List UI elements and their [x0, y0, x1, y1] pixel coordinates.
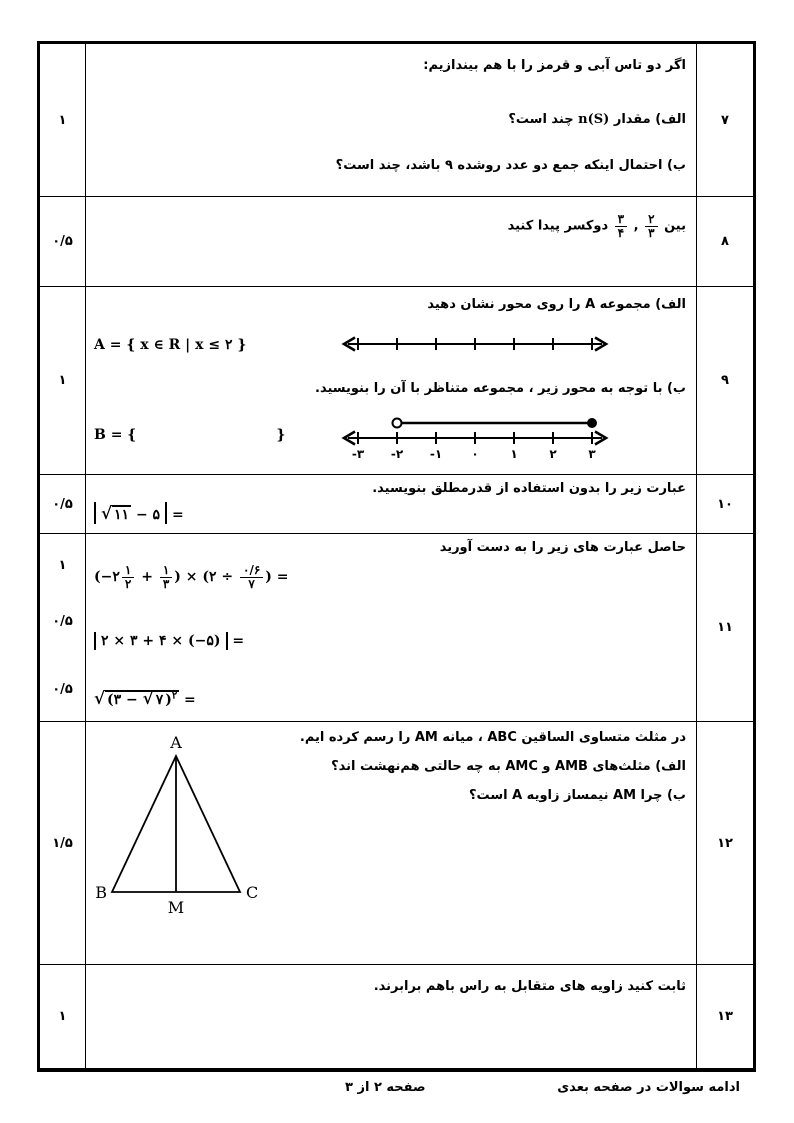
q12-number: ۱۲ [697, 722, 753, 965]
q11-score-2: ۰/۵ [52, 614, 73, 629]
fraction: $\frac{۰/۶}{۷}$ [240, 564, 263, 590]
q11-score-1: ۱ [58, 558, 67, 573]
vertex-label-b: B [96, 883, 107, 902]
q11-number: ۱۱ [697, 534, 753, 722]
questions-table [37, 41, 756, 1072]
q9-line-a: الف) مجموعه A را روی محور نشان دهید [427, 297, 686, 312]
q11-header: حاصل عبارت های زیر را به دست آورید [439, 540, 686, 555]
q11-scores [40, 534, 85, 722]
fraction: $\frac{۱}{۲}$ [122, 564, 134, 590]
vertex-label-c: C [246, 883, 259, 902]
q7-number: ۷ [697, 44, 753, 197]
q7-line2 [508, 112, 686, 128]
q13-score: ۱ [58, 1009, 67, 1024]
axis-tick-labels [340, 447, 610, 463]
tick-label: ۰ [471, 447, 479, 461]
q12-line1: در مثلث متساوی الساقین ABC ، میانه AM را رسم کرده ایم. [299, 730, 686, 745]
radicand: (۳ − √ ۷ )$^۲$ [107, 688, 178, 708]
q11-formula-3: √ (۳ − √ ۷ )$^۲$ = [94, 688, 196, 708]
q8-comma: , [633, 218, 639, 234]
q8-score: ۰/۵ [40, 197, 85, 287]
absolute-value-expression: ۲ × ۳ + ۴ × (−۵) [94, 632, 228, 650]
q10-formula: √ ۱۱ − ۵ = [94, 502, 184, 524]
open-endpoint-icon [393, 419, 402, 428]
tick-label: -۳ [351, 447, 365, 461]
closed-endpoint-icon [588, 419, 597, 428]
tick-label: -۲ [390, 447, 404, 461]
footer-page-info: صفحه ۲ از ۳ [345, 1080, 426, 1095]
q8-body [85, 197, 697, 287]
q12-score: ۱/۵ [40, 722, 85, 965]
isosceles-triangle-figure [96, 734, 266, 923]
q11-body [85, 534, 697, 722]
q8-line [508, 213, 686, 239]
q7-line3: ب) احتمال اینکه جمع دو عدد روشده ۹ باشد، چند است؟ [335, 158, 686, 173]
q8-fraction-1: $\frac{۲}{۳}$ [645, 213, 657, 239]
footer-continue-note: ادامه سوالات در صفحه بعدی [557, 1080, 740, 1095]
tick-label: ۳ [588, 447, 596, 461]
radical-sign: √ [94, 688, 106, 708]
q8-fraction-2: $\frac{۳}{۴}$ [615, 213, 627, 239]
q13-body [85, 965, 697, 1068]
q7-ns-formula: n(S) [578, 112, 610, 127]
q7-line2-prefix: الف) مقدار [613, 112, 686, 127]
number-line-a [340, 335, 610, 357]
q9-set-a-formula: A = { x ∈ R | x ≤ ۲ } [94, 337, 247, 353]
q8-number: ۸ [697, 197, 753, 287]
q10-line1: عبارت زیر را بدون استفاده از قدرمطلق بنویسید. [372, 481, 686, 496]
q9-body [85, 287, 697, 475]
q13-number: ۱۳ [717, 1009, 733, 1024]
q11-formula-1: (−۲ $\frac{۱}{۲}$ + $\frac{۱}{۳}$ ) × (۲ ÷ $\frac{۰/۶}{۷}$ ) = [94, 563, 289, 591]
q7-body [85, 44, 697, 197]
q12-line3: ب) چرا AM نیمساز زاویه A است؟ [469, 788, 686, 803]
q9-line-b: ب) با توجه به محور زیر ، مجموعه متناظر با آن را بنویسید. [315, 381, 686, 396]
q10-body [85, 475, 697, 534]
q12-body [85, 722, 697, 965]
q10-score: ۰/۵ [40, 475, 85, 534]
number-line-b [340, 415, 610, 461]
q8-before: بین [664, 218, 686, 234]
q13-line1: ثابت کنید زاویه های متقابل به راس باهم برابرند. [373, 979, 686, 994]
absolute-value-expression: √ ۱۱ − ۵ [94, 502, 167, 524]
vertex-label-a: A [170, 734, 182, 752]
tick-label: -۱ [429, 447, 443, 461]
q7-line2-suffix: چند است؟ [508, 112, 574, 127]
tick-label: ۲ [549, 447, 557, 461]
q7-score: ۱ [40, 44, 85, 197]
fraction: $\frac{۱}{۳}$ [160, 564, 172, 590]
q8-after: دوکسر پیدا کنید [507, 218, 609, 234]
q11-formula-2: ۲ × ۳ + ۴ × (−۵) = [94, 632, 244, 650]
vertex-label-m: M [167, 898, 185, 917]
q9-number: ۹ [697, 287, 753, 475]
q7-line1: اگر دو تاس آبی و قرمز را با هم بیندازیم: [423, 58, 686, 73]
q9-score: ۱ [40, 287, 85, 475]
q12-line2: الف) مثلث‌های AMB و AMC به چه حالتی هم‌نهشت اند؟ [331, 759, 686, 774]
q9-set-b-formula: B = { } [94, 427, 286, 443]
tick-label: ۱ [510, 447, 518, 461]
q10-number: ۱۰ [697, 475, 753, 534]
q11-score-3: ۰/۵ [52, 682, 73, 697]
